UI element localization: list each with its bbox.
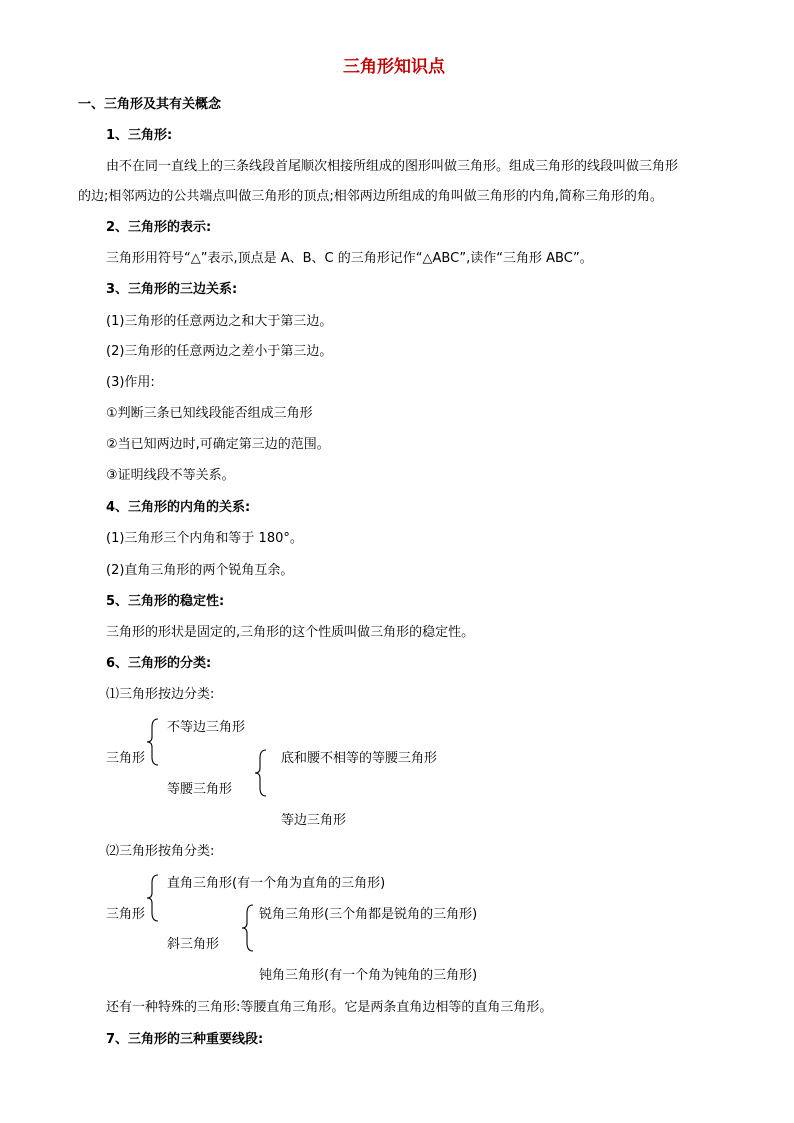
list-item: ①判断三条已知线段能否组成三角形	[106, 406, 313, 421]
list-item: (1)三角形三个内角和等于 180°。	[106, 531, 303, 546]
list-item: ②当已知两边时,可确定第三边的范围。	[106, 437, 330, 452]
tree-leaf: 等边三角形	[281, 813, 347, 828]
subsection-heading: 5、三角形的稳定性:	[106, 594, 225, 609]
list-item: ③证明线段不等关系。	[106, 468, 235, 483]
tree-root: 三角形	[106, 907, 146, 922]
paragraph-line: 由不在同一直线上的三条线段首尾顺次相接所组成的图形叫做三角形。组成三角形的线段叫做三角形	[106, 159, 679, 174]
subsection-heading: 1、三角形:	[106, 128, 173, 143]
tree-branch: 不等边三角形	[167, 720, 246, 735]
page-title: 三角形知识点	[343, 57, 445, 77]
tree-root: 三角形	[106, 751, 146, 766]
tree-branch: 斜三角形	[167, 937, 220, 952]
classification-label: ⑴三角形按边分类:	[106, 687, 215, 702]
brace-icon	[241, 903, 255, 953]
tree-leaf: 底和腰不相等的等腰三角形	[281, 751, 438, 766]
subsection-heading: 3、三角形的三边关系:	[106, 282, 238, 297]
tree-branch: 等腰三角形	[167, 782, 233, 797]
list-item: (1)三角形的任意两边之和大于第三边。	[106, 314, 333, 329]
brace-icon	[146, 873, 160, 923]
brace-icon	[254, 748, 268, 798]
tree-leaf: 钝角三角形(有一个角为钝角的三角形)	[259, 968, 478, 983]
subsection-heading: 4、三角形的内角的关系:	[106, 500, 251, 515]
tree-leaf: 锐角三角形(三个角都是锐角的三角形)	[259, 907, 478, 922]
subsection-heading: 6、三角形的分类:	[106, 656, 212, 671]
paragraph-line: 的边;相邻两边的公共端点叫做三角形的顶点;相邻两边所组成的角叫做三角形的内角,简称三角形的角。	[78, 189, 663, 204]
tree-branch: 直角三角形(有一个角为直角的三角形)	[167, 876, 386, 891]
paragraph: 三角形用符号“△”表示,顶点是 A、B、C 的三角形记作“△ABC”,读作“三角形 ABC”。	[106, 251, 593, 266]
list-item: (2)直角三角形的两个锐角互余。	[106, 563, 294, 578]
section-heading: 一、三角形及其有关概念	[78, 97, 222, 112]
list-item: (3)作用:	[106, 375, 155, 390]
classification-label: ⑵三角形按角分类:	[106, 844, 215, 859]
brace-icon	[146, 717, 160, 767]
paragraph: 还有一种特殊的三角形:等腰直角三角形。它是两条直角边相等的直角三角形。	[106, 1000, 553, 1015]
list-item: (2)三角形的任意两边之差小于第三边。	[106, 344, 333, 359]
paragraph: 三角形的形状是固定的,三角形的这个性质叫做三角形的稳定性。	[106, 625, 475, 640]
subsection-heading: 2、三角形的表示:	[106, 220, 212, 235]
subsection-heading: 7、三角形的三种重要线段:	[106, 1032, 264, 1047]
